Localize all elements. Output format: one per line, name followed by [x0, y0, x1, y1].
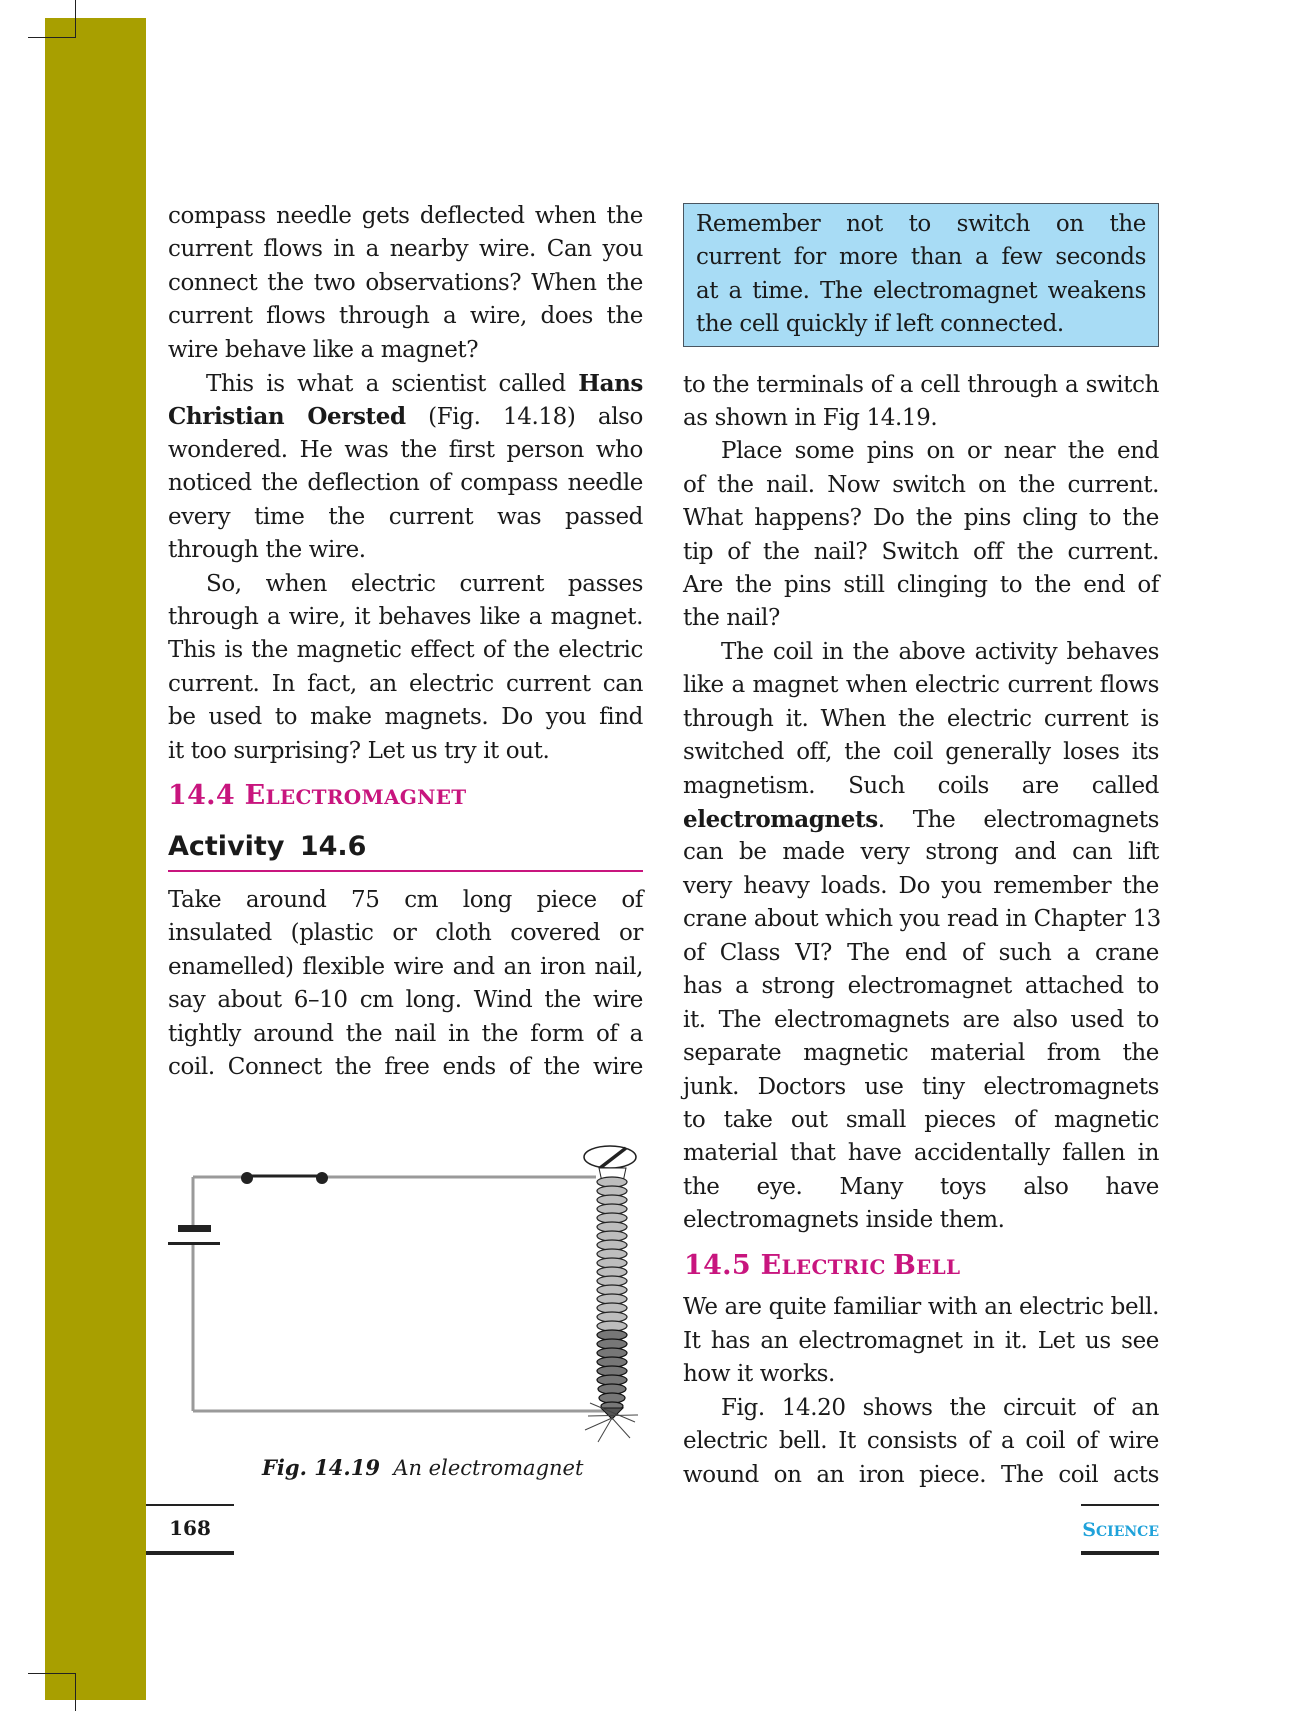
text-line: as shown in Fig 14.19.: [683, 405, 938, 431]
text-line: The coil in the above activity behaves: [721, 639, 1159, 665]
circuit-wire: [193, 1177, 604, 1411]
text-line: very heavy loads. Do you remember the: [683, 873, 1159, 899]
text-line: We are quite familiar with an electric bell.: [683, 1294, 1159, 1320]
text-line: tip of the nail? Switch off the current.: [683, 539, 1159, 565]
crop-mark-top-vertical: [75, 0, 76, 38]
text-line: it. The electromagnets are also used to: [683, 1007, 1159, 1033]
text-line: It has an electromagnet in it. Let us see: [683, 1328, 1159, 1354]
text-line: wondered. He was the first person who: [168, 437, 643, 463]
text-line: has a strong electromagnet attached to: [683, 973, 1159, 999]
bold-name: Christian Oersted: [168, 403, 406, 430]
text-line: current flows in a nearby wire. Can you: [168, 236, 643, 262]
text-line: Take around 75 cm long piece of: [168, 887, 643, 913]
text-line: So, when electric current passes: [206, 571, 643, 597]
margin-color-bar: [45, 18, 146, 1700]
electromagnet-circuit-diagram: [160, 1140, 660, 1450]
text-line: connect the two observations? When the: [168, 270, 643, 296]
text-line: through a wire, it behaves like a magnet.: [168, 604, 643, 630]
page-number: 168: [169, 1516, 211, 1540]
text-line: crane about which you read in Chapter 13: [683, 906, 1161, 932]
text-line: it too surprising? Let us try it out.: [168, 738, 550, 764]
coil-icon: [597, 1177, 627, 1419]
text-line: can be made very strong and can lift: [683, 839, 1159, 865]
caution-note-box: [683, 203, 1159, 347]
text-line: junk. Doctors use tiny electromagnets: [683, 1074, 1159, 1100]
footer-rule-top-right: [1081, 1504, 1159, 1506]
text-line: be used to make magnets. Do you find: [168, 704, 643, 730]
text-line: noticed the deflection of compass needle: [168, 470, 643, 496]
running-head-subject: SCIENCE: [1082, 1519, 1159, 1541]
footer-rule-top-left: [146, 1504, 234, 1506]
text-line: through the wire.: [168, 537, 366, 563]
note-line: Remember not to switch on the: [696, 211, 1146, 237]
text-line: separate magnetic material from the: [683, 1040, 1159, 1066]
text-line: current flows through a wire, does the: [168, 303, 643, 329]
text-line: electromagnets inside them.: [683, 1207, 1005, 1233]
text-line: switched off, the coil generally loses its: [683, 739, 1159, 765]
text-line: every time the current was passed: [168, 504, 643, 530]
section-heading-14-4: 14.4 ELECTROMAGNET: [168, 780, 467, 811]
crop-mark-top-horizontal: [28, 37, 76, 38]
text-line: how it works.: [683, 1361, 835, 1387]
text-line: current. In fact, an electric current can: [168, 671, 643, 697]
text-line: This is what a scientist called Hans: [206, 370, 643, 397]
text-line: to take out small pieces of magnetic: [683, 1107, 1159, 1133]
text-line: magnetism. Such coils are called: [683, 773, 1159, 799]
text-line: Place some pins on or near the end: [721, 438, 1159, 464]
section-heading-14-5: 14.5 ELECTRIC BELL: [684, 1250, 961, 1281]
text-line: the eye. Many toys also have: [683, 1174, 1159, 1200]
note-line: the cell quickly if left connected.: [696, 311, 1064, 337]
cell-icon: [168, 1225, 220, 1245]
text-line: Fig. 14.20 shows the circuit of an: [721, 1395, 1159, 1421]
activity-underline: [168, 870, 643, 872]
figure-caption: Fig. 14.19 An electromagnet: [262, 1455, 584, 1480]
text-line: wound on an iron piece. The coil acts: [683, 1462, 1159, 1488]
text-line: insulated (plastic or cloth covered or: [168, 920, 643, 946]
text-line: Are the pins still clinging to the end of: [683, 572, 1159, 598]
crop-mark-bottom-horizontal: [28, 1673, 76, 1674]
text-line: of the nail. Now switch on the current.: [683, 472, 1159, 498]
bold-term: electromagnets: [683, 806, 878, 833]
text-line: electric bell. It consists of a coil of wire: [683, 1428, 1159, 1454]
footer-rule-bottom-right: [1081, 1551, 1159, 1555]
text-line: Christian Oersted (Fig. 14.18) also: [168, 403, 644, 430]
switch-icon: [241, 1172, 328, 1184]
text-line: This is the magnetic effect of the electric: [168, 637, 643, 663]
text-line: electromagnets. The electromagnets: [683, 806, 1159, 833]
text-line: to the terminals of a cell through a switch: [683, 372, 1159, 398]
text-line: What happens? Do the pins cling to the: [683, 505, 1159, 531]
text-line: through it. When the electric current is: [683, 706, 1159, 732]
note-line: at a time. The electromagnet weakens: [696, 278, 1146, 304]
footer-rule-bottom-left: [146, 1551, 234, 1555]
crop-mark-bottom-vertical: [75, 1673, 76, 1711]
text-line: tightly around the nail in the form of a: [168, 1021, 643, 1047]
text-line: of Class VI? The end of such a crane: [683, 940, 1159, 966]
text-line: enamelled) flexible wire and an iron nail,: [168, 954, 643, 980]
text-line: say about 6–10 cm long. Wind the wire: [168, 987, 643, 1013]
bold-name: Hans: [578, 370, 643, 397]
text-line: compass needle gets deflected when the: [168, 203, 643, 229]
text-line: wire behave like a magnet?: [168, 337, 479, 363]
text-line: material that have accidentally fallen in: [683, 1140, 1159, 1166]
text-line: like a magnet when electric current flows: [683, 672, 1159, 698]
text-line: coil. Connect the free ends of the wire: [168, 1054, 643, 1080]
note-line: current for more than a few seconds: [696, 244, 1146, 270]
text-line: the nail?: [683, 605, 780, 631]
activity-title: Activity 14.6: [168, 831, 367, 862]
